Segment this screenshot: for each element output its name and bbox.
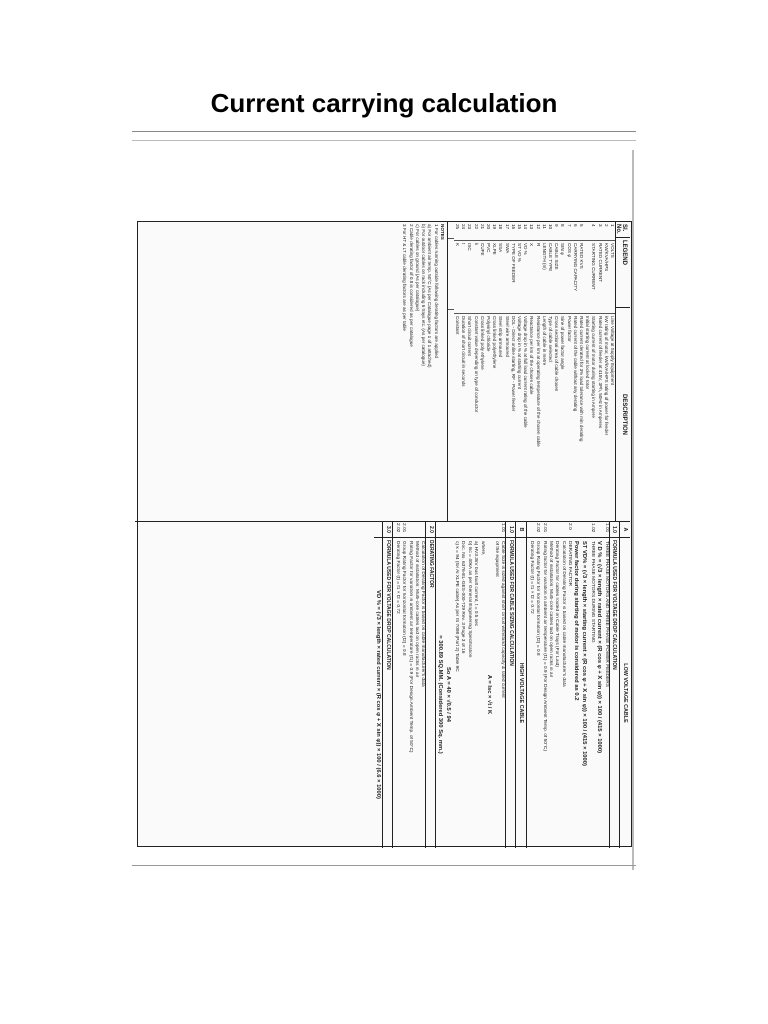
legend-spacer	[448, 222, 454, 521]
line-code	[485, 522, 493, 538]
subsection-code: 1.0	[506, 522, 515, 538]
row-number: 8	[560, 224, 566, 227]
formula-line	[547, 522, 553, 848]
hv-derating-lines	[393, 522, 425, 848]
note-line: 2 Cable derating factor of 0.8 is considered as per catalogue	[408, 224, 414, 347]
legend-row	[454, 222, 460, 521]
legend-row	[572, 222, 578, 521]
row-number: 23	[467, 224, 473, 230]
formula-line	[445, 522, 453, 848]
legend-row	[609, 222, 615, 521]
row-legend: SSA	[497, 240, 503, 314]
line-text: V D % = (√3 × length × rated current × (R cos φ + X sin φ)) × 100 / (415 × 1000)	[595, 541, 602, 754]
line-text: Derating Factor (f) = f1 × f2 = 0.72	[394, 541, 400, 614]
line-code	[572, 522, 580, 538]
formula-line	[588, 522, 594, 848]
row-description: Duration of short circuit in seconds	[461, 316, 467, 387]
formula-line	[478, 522, 484, 848]
line-text: Method of installation: Multi-core cables laid on open racks in air	[414, 541, 420, 678]
row-legend: VOLTS	[609, 240, 615, 314]
row-description: Cross linked polyethylene	[492, 316, 498, 369]
row-number: 2	[603, 224, 609, 227]
line-code	[374, 522, 382, 538]
row-legend: CARRYING CAPACITY	[572, 240, 578, 314]
row-number: 13	[529, 224, 535, 230]
line-text: where,	[479, 541, 485, 556]
row-legend	[584, 240, 590, 314]
formula-line	[566, 522, 572, 848]
formula-line	[540, 522, 546, 848]
notes-lines	[401, 224, 438, 519]
line-text: Doc. No. 6376-EL-GES-000-729 Rev. 3 Page 3 of 16	[460, 541, 466, 654]
row-legend: CABLE TYPE	[547, 240, 553, 314]
subsection-code: 2.0	[427, 522, 436, 538]
row-description: Cross linked poly ethylene	[479, 316, 485, 370]
line-code	[493, 522, 499, 538]
hv-vd-lines	[374, 522, 382, 848]
row-number: 12	[535, 224, 541, 230]
line-code	[472, 522, 478, 538]
row-number	[584, 222, 590, 240]
formula-line	[499, 522, 505, 848]
line-code	[559, 522, 565, 538]
legend-row	[479, 222, 485, 521]
legend-row	[472, 222, 478, 521]
row-description: Constant	[454, 316, 460, 335]
line-text: = 300.89 SQ.MM. (Considered 300 Sq. mm.)	[437, 635, 444, 754]
line-code: 2.02	[393, 522, 399, 538]
legend-row	[528, 222, 534, 521]
legend-table-header	[615, 222, 630, 521]
row-number: 3	[597, 224, 603, 227]
row-description: Constant value depending on type of conductor	[473, 316, 479, 413]
line-code: 1.01	[603, 522, 609, 538]
formula-line	[374, 522, 382, 848]
legend-row	[534, 222, 540, 521]
row-number: 24	[461, 224, 467, 230]
legend-row	[590, 222, 596, 521]
legend-row	[503, 222, 509, 521]
legend-row	[541, 222, 547, 521]
row-legend: CUFE	[479, 240, 485, 314]
formula-line	[603, 522, 609, 848]
line-text: Rating Factor for variation in ambient air temperature (f1) = 0.9 (For Design Ambient Temp. of 50°C)	[407, 541, 413, 753]
line-code	[459, 522, 465, 538]
legend-row	[485, 222, 491, 521]
legend-table	[135, 222, 630, 522]
line-code	[445, 522, 453, 538]
row-description: Starting current of motor during starting in Ampere	[591, 316, 597, 418]
section-low-voltage	[619, 522, 630, 848]
section-code: A	[620, 522, 630, 538]
line-text: Calculation of Derating Factor is based on cable manufacturer's data	[420, 541, 426, 687]
note-line: 3 For HT & LT cable derating factors are as per table	[402, 224, 408, 331]
line-code	[406, 522, 412, 538]
row-description: Sine of power factor angle	[560, 316, 566, 370]
legend-row	[559, 222, 565, 521]
row-description: Power factor	[566, 316, 572, 342]
line-code: 1.01	[499, 522, 505, 538]
line-code	[478, 522, 484, 538]
line-text: Rating factor for variation in ambient air temperature (f1) = 0.9 (For Design Ambient Temp. of 50°C)	[541, 541, 547, 751]
row-description: Voltage drop in % at full load current rating of the cable	[523, 316, 529, 428]
scan-right-edge	[632, 150, 634, 870]
row-number: 4	[591, 224, 597, 227]
row-number: 19	[492, 224, 498, 230]
legend-row	[491, 222, 497, 521]
line-code: 2.02	[534, 522, 540, 538]
row-description: Cross sectional area of cable chosen	[554, 316, 560, 392]
row-legend: RATED CURRENT	[596, 240, 602, 314]
line-text: a) HV3.3kV bus fault current, t = 0.5 sec	[473, 541, 479, 627]
note-line: 1 For cables running outside following derating factors are applied	[433, 224, 439, 359]
line-text: b) Isc = 40kA as per General Engineering Specification	[466, 541, 472, 658]
notes-title: NOTES	[439, 224, 445, 240]
scan-top-rule	[132, 131, 636, 132]
row-legend: SWA	[503, 240, 509, 314]
row-legend: CABLE SIZE	[553, 240, 559, 314]
row-legend: k	[472, 240, 478, 314]
row-number: 9	[554, 224, 560, 227]
row-number: 7	[566, 224, 572, 227]
line-code	[419, 522, 425, 538]
formula-line	[393, 522, 399, 848]
row-description: Length of cable in metre	[541, 316, 547, 366]
formula-line	[595, 522, 603, 848]
formula-panel	[135, 522, 630, 848]
row-number: 17	[504, 224, 510, 230]
row-description: Reactance per km of the chosen cable	[529, 316, 535, 395]
line-code	[547, 522, 553, 538]
line-text: DERATING FACTOR	[567, 541, 573, 587]
line-text: Method of installation: Multi-core cables laid on open racks in air	[547, 541, 553, 678]
row-legend: ST VD %	[516, 240, 522, 314]
subsection-hv-derating	[426, 522, 436, 848]
row-description: DOL - Direct online starting, RF - Power feeder	[510, 316, 516, 412]
row-legend: KW/KVA/HPS	[603, 240, 609, 314]
legend-row	[497, 222, 503, 521]
row-number: 18	[498, 224, 504, 230]
legend-row	[596, 222, 602, 521]
formula-line	[580, 522, 588, 848]
subsection-hv-vd-formula	[382, 522, 392, 848]
row-legend: t	[460, 240, 466, 314]
line-code: 2.0	[566, 522, 572, 538]
row-legend: SIN φ	[559, 240, 565, 314]
row-number: 14	[523, 224, 529, 230]
row-number: 6	[572, 224, 578, 227]
row-legend: ISC	[466, 240, 472, 314]
subsection-title: FORMULA USED FOR CABLE SIZING CALCULATION	[507, 540, 514, 666]
row-legend: K	[454, 240, 460, 314]
row-description: Line Voltage at Supply Equipment	[610, 316, 615, 385]
formula-line	[400, 522, 406, 848]
row-description: kW rating of motor, kW/kVA/HPS rating of power for feeder	[603, 316, 609, 436]
line-text: A = Isc × √t / K	[485, 674, 492, 715]
formula-line	[553, 522, 559, 848]
row-number: 11	[541, 224, 547, 229]
row-number: 22	[473, 224, 479, 230]
subsection-cable-sizing	[505, 522, 515, 848]
row-description: Voltage drop in % at starting current	[516, 316, 522, 390]
row-number: 16	[510, 224, 516, 230]
page-title: Current carrying calculation	[210, 88, 558, 118]
row-legend: LENGTH (m)	[541, 240, 547, 314]
line-text: Cable Size is sized against short circuit withstand capacity & rated current	[500, 541, 506, 698]
line-code: 2.01	[540, 522, 546, 538]
low-voltage-lines	[527, 522, 609, 848]
subsection-code: 1.0	[610, 522, 619, 538]
note-line: c) For cables on ground (As per catalogue)	[414, 224, 420, 312]
row-legend: PVC	[485, 240, 491, 314]
line-code	[413, 522, 419, 538]
row-description: Rated current of the cable without any derating	[572, 316, 578, 412]
formula-line	[459, 522, 465, 848]
high-voltage-lines	[437, 522, 506, 848]
row-description: Steel wire armoured	[504, 316, 510, 358]
line-text: Group Rating Factor for horizontal formation (f2) = 0.8	[535, 541, 541, 656]
line-code	[553, 522, 559, 538]
legend-row	[510, 222, 516, 521]
line-text: So A = 40 × √0.5 / 94	[445, 667, 452, 722]
formula-line	[493, 522, 499, 848]
row-legend: X	[528, 240, 534, 314]
legend-row	[460, 222, 466, 521]
header-sl-no: Sl. No.	[616, 222, 630, 238]
row-description: Steel strip armoured	[498, 316, 504, 358]
legend-row	[578, 222, 584, 521]
section-title: LOW VOLTAGE CABLE	[622, 663, 628, 723]
row-description: Rated current derated for 3% load tolerance with min derating	[578, 316, 584, 442]
row-number: 25	[454, 224, 460, 230]
line-text: Calculation of Derating Factor is based on cable manufacturer's data	[560, 541, 566, 687]
formula-line	[527, 522, 533, 848]
line-code	[465, 522, 471, 538]
row-legend: XLPE	[491, 240, 497, 314]
line-text: VD % = (√3 × length × rated current × (R cos φ + X sin φ)) × 100 / (6.6 × 1000)	[375, 590, 382, 799]
formula-line	[419, 522, 425, 848]
formula-line	[472, 522, 478, 848]
formula-line	[465, 522, 471, 848]
subsection-vd-formula	[609, 522, 619, 848]
section-high-voltage	[515, 522, 526, 848]
header-description: DESCRIPTION	[621, 393, 627, 435]
line-text: ST VD% = (√3 × length × starting current × (R cos φ + X sin φ)) × 100 / (415 × 1000)	[581, 541, 588, 766]
line-code: 1.02	[588, 522, 594, 538]
row-legend: R	[534, 240, 540, 314]
row-number: 1	[610, 224, 615, 227]
row-description: Initial starting current at locked rotor	[585, 316, 591, 390]
row-legend: VD %	[522, 240, 528, 314]
legend-row	[522, 222, 528, 521]
row-number: 15	[516, 224, 522, 230]
subsection-code: 3.0	[383, 522, 392, 538]
note-line: b) For outdoor cables on rack including 6 trays etc. (As per catalogue)	[421, 224, 427, 366]
subsection-title: FORMULA USED FOR VOLTAGE DROP CALCULATION	[384, 540, 391, 670]
formula-line	[559, 522, 565, 848]
row-legend: COS φ	[565, 240, 571, 314]
header-legend: LEGEND	[616, 238, 630, 308]
legend-row	[547, 222, 553, 521]
row-legend: TYPE OF FEEDER	[510, 240, 516, 314]
row-number: 20	[485, 224, 491, 230]
line-text: of the equipment	[493, 541, 499, 577]
formula-line	[437, 522, 445, 848]
legend-row	[603, 222, 609, 521]
section-title: HIGH VOLTAGE CABLE	[518, 662, 525, 724]
line-text: THREE PHASE MOTORS AND THREE PHASE POWER FEEDERS	[604, 541, 609, 687]
row-description: Type of cable selected	[547, 316, 553, 362]
section-code: B	[516, 522, 526, 538]
legend-rows	[454, 222, 615, 521]
legend-row	[516, 222, 522, 521]
line-text: Power factor during starting of motor is considered as 0.2	[573, 541, 580, 701]
notes-block	[399, 222, 447, 521]
legend-row	[565, 222, 571, 521]
line-text: c) k = 94 (for Al XLPE cable) As per IS 7098 (Part 2) Table 9C	[453, 541, 459, 672]
line-code	[453, 522, 459, 538]
row-legend: STARTING CURRENT	[590, 240, 596, 314]
scan-top-rule-faint	[132, 140, 636, 141]
subsection-title: FORMULA USED FOR VOLTAGE DROP CALCULATION	[611, 540, 618, 670]
line-text: THREE PHASE MOTORS DURING STARTING	[589, 541, 595, 643]
row-description: Short circuit current	[467, 316, 473, 356]
legend-row	[466, 222, 472, 521]
legend-row	[553, 222, 559, 521]
rotated-sheet-content	[135, 222, 630, 848]
formula-line	[534, 522, 540, 848]
formula-line	[453, 522, 459, 848]
formula-line	[485, 522, 493, 848]
formula-line	[572, 522, 580, 848]
formula-line	[413, 522, 419, 848]
line-code	[595, 522, 603, 538]
row-number: 21	[479, 224, 485, 230]
note-line: a) For ambient air temp. 50°C (As per Catalogue page 1 of 1 attached)	[427, 224, 433, 368]
row-description: Polyvinyl chloride	[485, 316, 491, 352]
scan-bottom-rule	[132, 865, 636, 866]
line-text: Group Rating Factor for horizontal formation (f2) = 0.8	[401, 541, 407, 656]
line-code	[527, 522, 533, 538]
scanned-calculation-sheet	[137, 221, 632, 847]
legend-row	[584, 222, 590, 521]
row-description: Resistance per km at operating temperature of the chosen cable	[535, 316, 541, 447]
line-code: 2.01	[400, 522, 406, 538]
row-legend: RATED KVS	[578, 240, 584, 314]
row-number: 5	[578, 224, 584, 227]
line-text: Derating Factor for cables routed on Cable Trays (For Laid)	[554, 541, 560, 667]
row-description: Rated current of feeder at 415V, 3Ph, 50Hz in Amperes	[597, 316, 603, 429]
row-number: 10	[547, 224, 553, 230]
line-text: Derating Factor (f) = f1 × f2 = 0.72	[528, 541, 534, 614]
line-code	[580, 522, 588, 538]
subsection-title: DERATING FACTOR	[428, 540, 434, 588]
formula-line	[406, 522, 412, 848]
line-code	[437, 522, 445, 538]
